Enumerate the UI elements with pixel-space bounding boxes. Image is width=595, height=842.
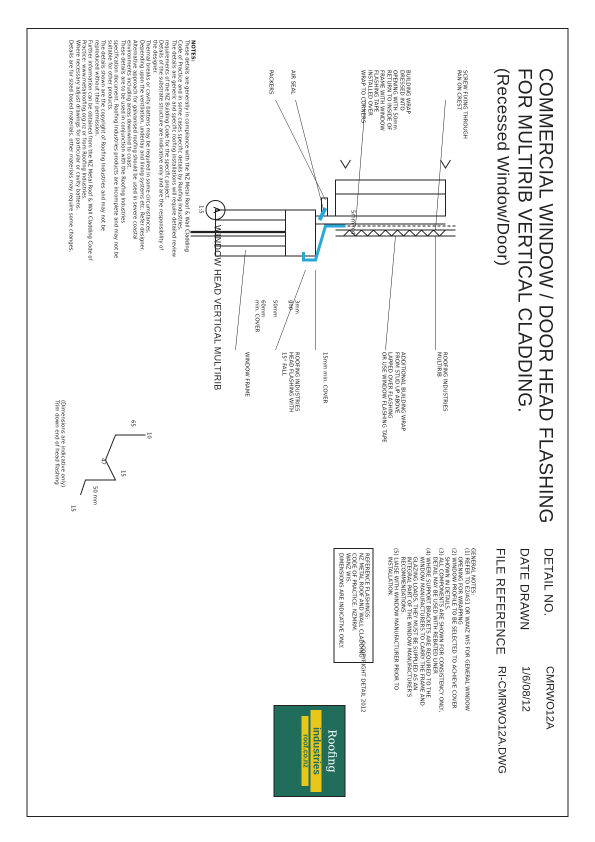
logo-url: roof.co.nz bbox=[301, 716, 308, 786]
label-building-wrap: BUILDING WRAP DRESSED INTO OPENING WITH 50mm RETURN TO INSIDE OF FRAME WITH WINDOW FLASHING TAPE INSTALLED OVER WRAP TO CORNERS bbox=[359, 70, 410, 131]
date-value: 1/6/08/12 bbox=[519, 666, 531, 712]
label-head-flashing: ROOFING INDUSTRIES HEAD FLASHING WITH 15° FALL bbox=[280, 352, 299, 413]
date-row bbox=[507, 548, 531, 798]
logo-word-roofing: Roofing bbox=[325, 729, 338, 773]
profile-dim-65: 65 bbox=[129, 420, 135, 427]
label-window-frame: WINDOW FRAME bbox=[243, 352, 249, 397]
logo-word-industries: industries bbox=[310, 710, 321, 792]
title-block bbox=[483, 548, 555, 798]
detail-no-value: CMRWO12A bbox=[543, 666, 555, 730]
notes-body: These details are generally in compliance with the NZ Metal Roof & Wall Cladding Code of Practice and in some cases specific details by Roofing Industries. The details are generic and specific roofing installations will require detailed review requirements of the NZ Building Code for the specific project. Details of the substrate structure are indicative only and are the responsibility of the designer. Thermal breaks or cavity battens may be required in some circumstances. Depending upon the ventilation, underlay and lining systems etc. Refer designer. Alternative approach for galvanised roofing should be used in severe coastal environments including areas downwind to coast. These details are to be used in conjunction with the Roofing Industries specification document. Roofing Industries products are incomplete and may not be suitable for other products. The details shown are the copyright of Roofing Industries and may not be reproduced without their permission. Further information can be obtained from the NZ Metal Roof & Wall Cladding Code of Practice: www.metalroofing.org.nz or from Roofing Industries. Where necessary adjust drawings for particular or cavity battens. Details are for sized based materials, other materials may require some changes. bbox=[67, 40, 189, 261]
section-title: WINDOW HEAD VERTICAL MULTIRIB bbox=[212, 225, 222, 391]
section-marker-letter: A bbox=[210, 206, 221, 214]
roofing-industries-logo bbox=[273, 705, 345, 797]
date-label: DATE DRAWN bbox=[517, 548, 531, 631]
label-air-seal: AIR SEAL bbox=[289, 70, 295, 95]
label-packers: PACKERS bbox=[267, 70, 273, 95]
flashing-profile-sketch bbox=[65, 420, 155, 530]
general-notes-body: (1) REFER TO E2/AS1 OR WANZ WIS FOR GENERAL WINDOW OPENING FOR WRAPPING (2) WINDOW PROFILE TO BE SELECTED TO ACHIEVE COVER SHOWN IN DETAILS. (3) ALL COMPONENTS ARE SHOWN FOR CONSISTENCY ONLY, DETAIL MAY BE USED WITH REBATED LINER (4) WHERE SUPPORT BRACKETS ARE REQUIRED TO THE WINDOW MANUFACTURERS TO CARRY THE FRAME AND GLAZING LOADS, THEY MUST BE SUPPLIED AS AN INTEGRAL PART OF THE WINDOW MANUFACTURER'S RECOMMENDATIONS. (5) LIAISE WITH WINDOW MANUFACTURER PRIOR TO INSTALLATION. bbox=[385, 548, 469, 713]
notes-block bbox=[67, 40, 195, 380]
label-dim-50: 50mm bbox=[271, 300, 277, 318]
general-notes-header: GENERAL NOTES: bbox=[469, 548, 475, 596]
drawing-title bbox=[492, 68, 555, 524]
section-marker bbox=[205, 200, 225, 220]
file-value: RI-CMRWO12A.DWG bbox=[495, 666, 507, 774]
profile-dim-10: 10 bbox=[145, 432, 151, 439]
label-min-cover: 15mm min. COVER bbox=[321, 352, 327, 404]
label-roofing-multirib: ROOFING INDUSTRIES MULTIRIB bbox=[434, 352, 447, 412]
title-line-2: FOR MULTIRIB VERTICAL CLADDING. bbox=[513, 68, 534, 413]
general-notes bbox=[385, 548, 475, 808]
file-row bbox=[483, 548, 507, 798]
head-flashing bbox=[303, 226, 345, 260]
profile-dim-15b: 15 bbox=[69, 505, 75, 512]
label-additional-wrap: ADDITIONAL BUILDING WRAP FROM STUD UP ABOVE LAPPED OVER FLASHING OR USE WINDOW FLASHING TAPE bbox=[379, 352, 405, 443]
title-line-1: COMMERCIAL WINDOW / DOOR HEAD FLASHING bbox=[534, 68, 555, 524]
profile-note: (Dimensions are indicative only) Trim down end of head flashing bbox=[52, 400, 65, 488]
label-dim-60: 60mm min. COVER bbox=[252, 300, 265, 333]
label-screw-fixing: SCREW FIXING THROUGH PAN ON CREST bbox=[454, 70, 467, 139]
reference-flashings-box: REFERENCE FLASHINGS: NZ METAL ROOF AND WALL CLADDING CODE OF PRACTICE. NZMRM. WANZ WIS. DIMENSIONS ARE INDICATIVE ONLY. bbox=[333, 548, 373, 663]
title-line-3: (Recessed Window/Door) bbox=[493, 68, 512, 267]
notes-header: NOTES: bbox=[189, 40, 195, 62]
profile-dim-15: 15 bbox=[119, 470, 125, 477]
lintel-stud bbox=[335, 180, 445, 194]
file-label: FILE REFERENCE bbox=[493, 548, 507, 655]
detail-no-row bbox=[531, 548, 555, 798]
section-scale: 1:5 bbox=[197, 205, 203, 214]
profile-dim-47: 47 bbox=[99, 458, 105, 465]
head-flashing-detail bbox=[185, 60, 475, 440]
detail-no-label: DETAIL NO. bbox=[541, 548, 555, 617]
label-dim-3mm: 3mm gap bbox=[286, 300, 299, 314]
label-dim-5mm: 5mm rod bbox=[349, 210, 355, 235]
copyright: ©COPYRIGHT DETAIL 2012 bbox=[359, 640, 365, 713]
profile-dim-50: 50 mm bbox=[91, 486, 97, 506]
